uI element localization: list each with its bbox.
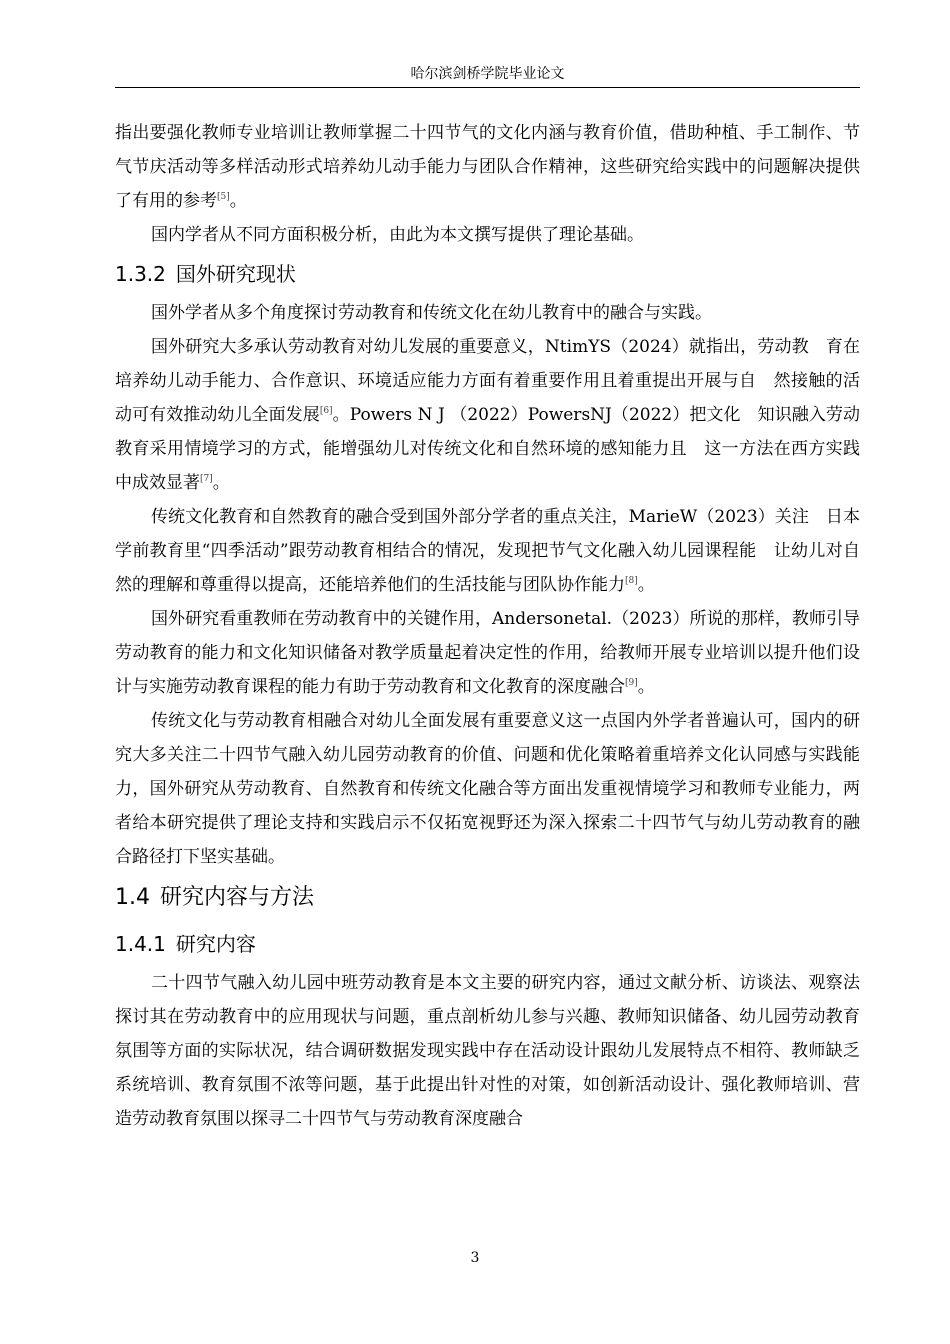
paragraph: 国外研究看重教师在劳动教育中的关键作用，Andersonetal.（2023）所说的那样，教师引导劳动教育的能力和文化知识储备对教学质量起着决定性的作用，给教师开展专业培训以提升他们设计与实施劳动教育课程的能力有助于劳动教育和文化教育的深度融合[9]。 bbox=[115, 609, 860, 697]
citation: [7] bbox=[200, 474, 213, 484]
running-header: 哈尔滨剑桥学院毕业论文 bbox=[410, 66, 565, 82]
header-rule bbox=[115, 87, 860, 88]
citation: [8] bbox=[625, 576, 638, 586]
paragraph: 国外学者从多个角度探讨劳动教育和传统文化在幼儿教育中的融合与实践。 bbox=[151, 303, 712, 323]
paragraph: 国内学者从不同方面积极分析，由此为本文撰写提供了理论基础。 bbox=[151, 225, 644, 245]
subsection-heading: 1.4.1 研究内容 bbox=[115, 932, 256, 956]
citation: [6] bbox=[319, 406, 333, 416]
page-number: 3 bbox=[470, 1250, 480, 1266]
section-heading: 1.3.2 国外研究现状 bbox=[115, 262, 296, 286]
paragraph: 传统文化教育和自然教育的融合受到国外部分学者的重点关注，MarieW（2023）关注 日本学前教育里“四季活动”跟劳动教育相结合的情况，发现把节气文化融入幼儿园课程能 让幼儿对自然的理解和尊重得以提高，还能培养他们的生活技能与团队协作能力[8]。 bbox=[115, 507, 860, 595]
document-body bbox=[115, 116, 860, 1136]
citation: [5] bbox=[217, 192, 230, 202]
paragraph: 国外研究大多承认劳动教育对幼儿发展的重要意义，NtimYS（2024）就指出，劳动教 育在培养幼儿动手能力、合作意识、环境适应能力方面有着重要作用且着重提出开展与自 然接触的活动可有效推动幼儿全面发展[6]。Powers N J （2022）PowersNJ（2022）把文化 知识融入劳动教育采用情境学习的方式，能增强幼儿对传统文化和自然环境的感知能力且 这一方法在西方实践中成效显著[7]。 bbox=[115, 337, 860, 493]
paragraph: 传统文化与劳动教育相融合对幼儿全面发展有重要意义这一点国内外学者普遍认可，国内的研究大多关注二十四节气融入幼儿园劳动教育的价值、问题和优化策略着重培养文化认同感与实践能力，国外研究从劳动教育、自然教育和传统文化融合等方面出发重视情境学习和教师专业能力，两者给本研究提供了理论支持和实践启示不仅拓宽视野还为深入探索二十四节气与幼儿劳动教育的融合路径打下坚实基础。 bbox=[115, 711, 860, 867]
section-heading: 1.4 研究内容与方法 bbox=[115, 885, 315, 910]
paragraph: 二十四节气融入幼儿园中班劳动教育是本文主要的研究内容，通过文献分析、访谈法、观察法探讨其在劳动教育中的应用现状与问题，重点剖析幼儿参与兴趣、教师知识储备、幼儿园劳动教育氛围等方面的实际状况，结合调研数据发现实践中存在活动设计跟幼儿发展特点不相符、教师缺乏系统培训、教育氛围不浓等问题，基于此提出针对性的对策，如创新活动设计、强化教师培训、营造劳动教育氛围以探寻二十四节气与劳动教育深度融合 bbox=[115, 973, 860, 1129]
citation: [9] bbox=[625, 678, 638, 688]
paragraph: 指出要强化教师专业培训让教师掌握二十四节气的文化内涵与教育价值，借助种植、手工制作、节气节庆活动等多样活动形式培养幼儿动手能力与团队合作精神，这些研究给实践中的问题解决提供了有用的参考[5]。 bbox=[115, 123, 860, 211]
